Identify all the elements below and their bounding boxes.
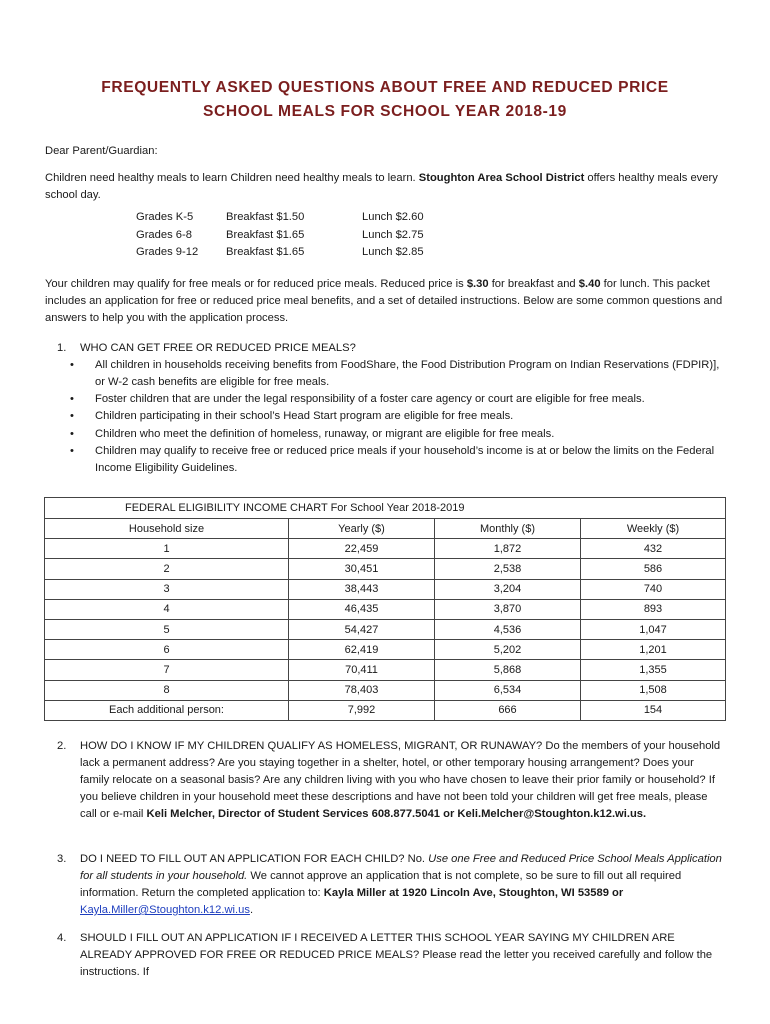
question-2	[45, 738, 725, 823]
reduced-lunch-price: $.40	[578, 278, 601, 290]
bullet-icon: •	[70, 445, 74, 457]
bullet-icon: •	[70, 428, 74, 440]
table-cell: 3	[45, 579, 289, 599]
bullet-icon: •	[70, 410, 74, 422]
q3-text: DO I NEED TO FILL OUT AN APPLICATION FOR EACH CHILD? No.	[80, 853, 429, 865]
table-cell: 893	[581, 599, 726, 619]
breakfast-price: Breakfast $1.65	[226, 228, 305, 241]
table-cell: 46,435	[289, 599, 435, 619]
qualify-text: for lunch. This packet includes an application for free or reduced price meal benefits, and a set of detailed instructions. Below are some common questions and answers to help you with the application process.	[45, 278, 723, 324]
list-item	[70, 391, 730, 408]
bullet-text: Children participating in their school’s Head Start program are eligible for free meals.	[95, 410, 514, 422]
bullet-text: Children may qualify to receive free or reduced price meals if your household’s income is at or below the limits on the Federal Income Eligibility Guidelines.	[95, 445, 715, 474]
table-row	[45, 680, 726, 700]
question-text	[80, 851, 725, 919]
intro-text: Children need healthy meals to learn Children need healthy meals to learn.	[45, 172, 416, 184]
bullet-text: Foster children that are under the legal responsibility of a foster care agency or court are eligible for free meals.	[95, 393, 645, 405]
question-text	[80, 738, 725, 823]
lunch-price: Lunch $2.75	[362, 228, 424, 241]
list-item	[70, 426, 730, 443]
table-caption-row	[45, 498, 726, 519]
question-3	[45, 851, 725, 919]
breakfast-column	[226, 209, 304, 262]
list-item	[70, 408, 730, 425]
qualify-paragraph	[45, 276, 725, 327]
question-4	[45, 930, 725, 981]
reduced-breakfast-price: $.30	[466, 278, 489, 290]
intro-after: offers healthy meals every school day.	[45, 172, 718, 201]
table-caption: FEDERAL ELIGIBILITY INCOME CHART For School Year 2018-2019	[45, 498, 726, 519]
table-cell: 4,536	[435, 619, 581, 639]
question-number: 3.	[57, 853, 67, 865]
grade-label: Grades 6-8	[136, 228, 192, 241]
table-row	[45, 579, 726, 599]
qualify-text: for breakfast and	[488, 278, 579, 290]
table-cell: 2	[45, 559, 289, 579]
table-cell: 3,204	[435, 579, 581, 599]
q3-text: We cannot approve an application that is not complete, so be sure to fill out all required information. Return the completed application to:	[80, 870, 682, 899]
column-header: Yearly ($)	[289, 519, 435, 539]
table-cell: 154	[581, 700, 726, 720]
lunch-price: Lunch $2.85	[362, 246, 424, 258]
table-cell: 2,538	[435, 559, 581, 579]
table-cell: 1,872	[435, 539, 581, 559]
table-row	[45, 599, 726, 619]
grade-label: Grades 9-12	[136, 246, 199, 258]
table-cell: 5	[45, 619, 289, 639]
list-item	[70, 357, 730, 391]
table-cell: 70,411	[289, 660, 435, 680]
table-cell: 666	[435, 700, 581, 720]
table-cell: 8	[45, 680, 289, 700]
column-header: Monthly ($)	[435, 519, 581, 539]
table-cell: 740	[581, 579, 726, 599]
table-cell: 38,443	[289, 579, 435, 599]
question-text: SHOULD I FILL OUT AN APPLICATION IF I RECEIVED A LETTER THIS SCHOOL YEAR SAYING MY CHILDREN ARE ALREADY APPROVED FOR FREE OR REDUCED PRICE MEALS? Please read the letter you received carefully and follow the instructions. If	[80, 932, 713, 978]
column-header: Household size	[45, 519, 289, 539]
table-cell: 432	[581, 539, 726, 559]
grade-column	[136, 209, 198, 262]
table-cell: 1	[45, 539, 289, 559]
greeting: Dear Parent/Guardian:	[45, 145, 158, 157]
q2-text: HOW DO I KNOW IF MY CHILDREN QUALIFY AS HOMELESS, MIGRANT, OR RUNAWAY? Do the members of your household lack a permanent address? Are you staying together in a shelter, hotel, or other temporary housing arrangement? Does your family relocate on a seasonal basis? Are any children living with you who have chosen to leave their prior family or household? If you believe children in your household meet these descriptions and have not been told your children will get free meals, please call or e-mail	[80, 740, 721, 820]
bullet-text: All children in households receiving benefits from FoodShare, the Food Distribution Program on Indian Reservations (FDPIR)], or W-2 cash benefits are eligible for free meals.	[95, 359, 720, 388]
table-row	[45, 559, 726, 579]
list-item	[70, 443, 730, 477]
email-link[interactable]: Kayla.Miller@Stoughton.k12.wi.us	[80, 904, 250, 916]
table-cell: 5,202	[435, 640, 581, 660]
table-cell: Each additional person:	[45, 700, 289, 720]
breakfast-price: Breakfast $1.50	[226, 211, 305, 223]
table-cell: 1,508	[581, 680, 726, 700]
return-address: Kayla Miller at 1920 Lincoln Ave, Stoughton, WI 53589 or	[323, 887, 624, 899]
question-1	[45, 340, 725, 357]
column-header: Weekly ($)	[581, 519, 726, 539]
table-header-row	[45, 519, 726, 539]
table-cell: 7,992	[289, 700, 435, 720]
table-cell: 78,403	[289, 680, 435, 700]
title-line-1: FREQUENTLY ASKED QUESTIONS ABOUT FREE AND REDUCED PRICE	[101, 79, 669, 96]
question-text: WHO CAN GET FREE OR REDUCED PRICE MEALS?	[80, 342, 356, 354]
table-cell: 54,427	[289, 619, 435, 639]
table-row	[45, 640, 726, 660]
table-cell: 30,451	[289, 559, 435, 579]
income-eligibility-table	[44, 497, 726, 721]
lunch-price: Lunch $2.60	[362, 211, 424, 223]
table-cell: 3,870	[435, 599, 581, 619]
page-title	[0, 76, 770, 124]
bullet-icon: •	[70, 359, 74, 371]
bullet-icon: •	[70, 393, 74, 405]
district-name: Stoughton Area School District	[418, 172, 585, 184]
bullet-text: Children who meet the definition of homeless, runaway, or migrant are eligible for free meals.	[95, 428, 555, 440]
table-cell: 1,047	[581, 619, 726, 639]
table-cell: 62,419	[289, 640, 435, 660]
table-cell: 22,459	[289, 539, 435, 559]
qualify-text: Your children may qualify for free meals or for reduced price meals. Reduced price is	[45, 278, 467, 290]
table-cell: 6,534	[435, 680, 581, 700]
grade-label: Grades K-5	[136, 211, 194, 223]
title-line-2: SCHOOL MEALS FOR SCHOOL YEAR 2018-19	[203, 103, 567, 120]
contact-info: Keli Melcher, Director of Student Services 608.877.5041 or Keli.Melcher@Stoughton.k12.wi.us.	[146, 808, 647, 820]
table-cell: 586	[581, 559, 726, 579]
question-number: 1.	[57, 342, 67, 354]
lunch-column	[362, 209, 424, 262]
table-cell: 6	[45, 640, 289, 660]
question-number: 2.	[57, 740, 67, 752]
table-cell: 5,868	[435, 660, 581, 680]
q3-italic: Use one Free and Reduced Price School Meals Application for all students in your household.	[80, 853, 722, 882]
intro-paragraph	[45, 170, 725, 204]
table-row	[45, 619, 726, 639]
q3-end: .	[249, 904, 254, 916]
breakfast-price: Breakfast $1.65	[226, 246, 305, 258]
table-cell: 4	[45, 599, 289, 619]
question-number: 4.	[57, 932, 67, 944]
table-cell: 1,355	[581, 660, 726, 680]
table-row	[45, 660, 726, 680]
table-cell: 1,201	[581, 640, 726, 660]
table-row	[45, 700, 726, 720]
table-cell: 7	[45, 660, 289, 680]
table-row	[45, 539, 726, 559]
